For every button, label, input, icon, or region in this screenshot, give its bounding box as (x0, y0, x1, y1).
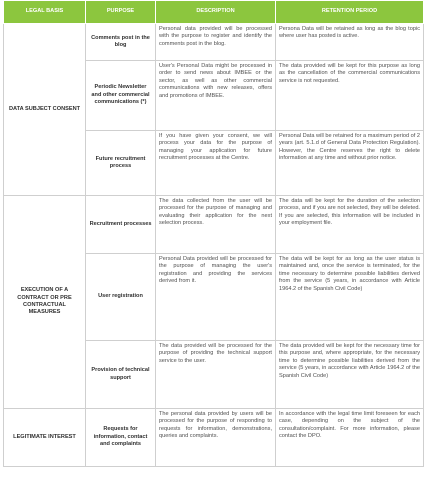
header-description: DESCRIPTION (156, 1, 276, 24)
legal-basis-cell: LEGITIMATE INTEREST (4, 409, 86, 467)
header-row (4, 1, 424, 24)
legal-basis-cell: EXECUTION OF A CONTRACT OR PRE CONTRACTUAL MEASURES (4, 196, 86, 409)
header-retention-period: RETENTION PERIOD (276, 1, 424, 24)
description-cell: If you have given your consent, we will process your data for the purpose of managing your application for future recruitment processes at the Centre. (156, 131, 276, 196)
description-cell: The data collected from the user will be processed for the purpose of managing and evaluating their application for the next selection process. (156, 196, 276, 254)
retention-cell: The data will be kept for the duration of the selection process, and if you are not selected, they will be deleted. If you are selected, this information will be included in your employment file. (276, 196, 424, 254)
header-purpose: PURPOSE (86, 1, 156, 24)
description-cell: Personal data provided will be processed with the purpose to register and identify the comments post in the blog. (156, 24, 276, 61)
description-cell: User's Personal Data might be processed in order to send news about IMBEE or the sector, as well as other commercial communications with new releases, offers and promotions of IMBEE. (156, 61, 276, 131)
table-row (4, 409, 424, 467)
header-legal-basis: LEGAL BASIS (4, 1, 86, 24)
retention-cell: In accordance with the legal time limit foreseen for each case, depending on the subject of the consultation/complaint. For more information, please contact the DPO. (276, 409, 424, 467)
table-row (4, 196, 424, 254)
purpose-cell: Periodic Newsletter and other commercial communications (*) (86, 61, 156, 131)
purpose-cell: Comments post in the blog (86, 24, 156, 61)
legal-basis-table (3, 0, 424, 467)
purpose-cell: User registration (86, 254, 156, 341)
description-cell: Personal Data provided will be processed for the purpose of managing the user's registration and providing the services derived from it. (156, 254, 276, 341)
purpose-cell: Requests for information, contact and complaints (86, 409, 156, 467)
description-cell: The personal data provided by users will be processed for the purpose of responding to requests for information, demonstrations, queries and complaints. (156, 409, 276, 467)
purpose-cell: Recruitment processes (86, 196, 156, 254)
table-row (4, 24, 424, 61)
retention-cell: The data provided will be kept for the necessary time for this purpose and, where appropriate, for the necessary time to determine possible liabilities derived from the service (5 years, in accordance with Article 1964.2 of the Spanish Civil Code) (276, 341, 424, 409)
retention-cell: Persona Data will be retained as long as the blog topic where user has posted is active. (276, 24, 424, 61)
purpose-cell: Provision of technical support (86, 341, 156, 409)
retention-cell: Personal Data will be retained for a maximum period of 2 years (art. 5.1.d of General Data Protection Regulation). However, the Centre reserves the right to delete information at any time and without prior notice. (276, 131, 424, 196)
description-cell: The data provided will be processed for the purpose of providing the technical support service to the user. (156, 341, 276, 409)
purpose-cell: Future recruitment process (86, 131, 156, 196)
retention-cell: The data provided will be kept for this purpose as long as the cancellation of the commercial communications service is not requested. (276, 61, 424, 131)
retention-cell: The data will be kept for as long as the user status is maintained and, once the service is terminated, for the time necessary to determine possible liabilities derived from the service (5 years, in accordance with Article 1964.2 of the Spanish Civil Code) (276, 254, 424, 341)
legal-basis-cell: DATA SUBJECT CONSENT (4, 24, 86, 196)
